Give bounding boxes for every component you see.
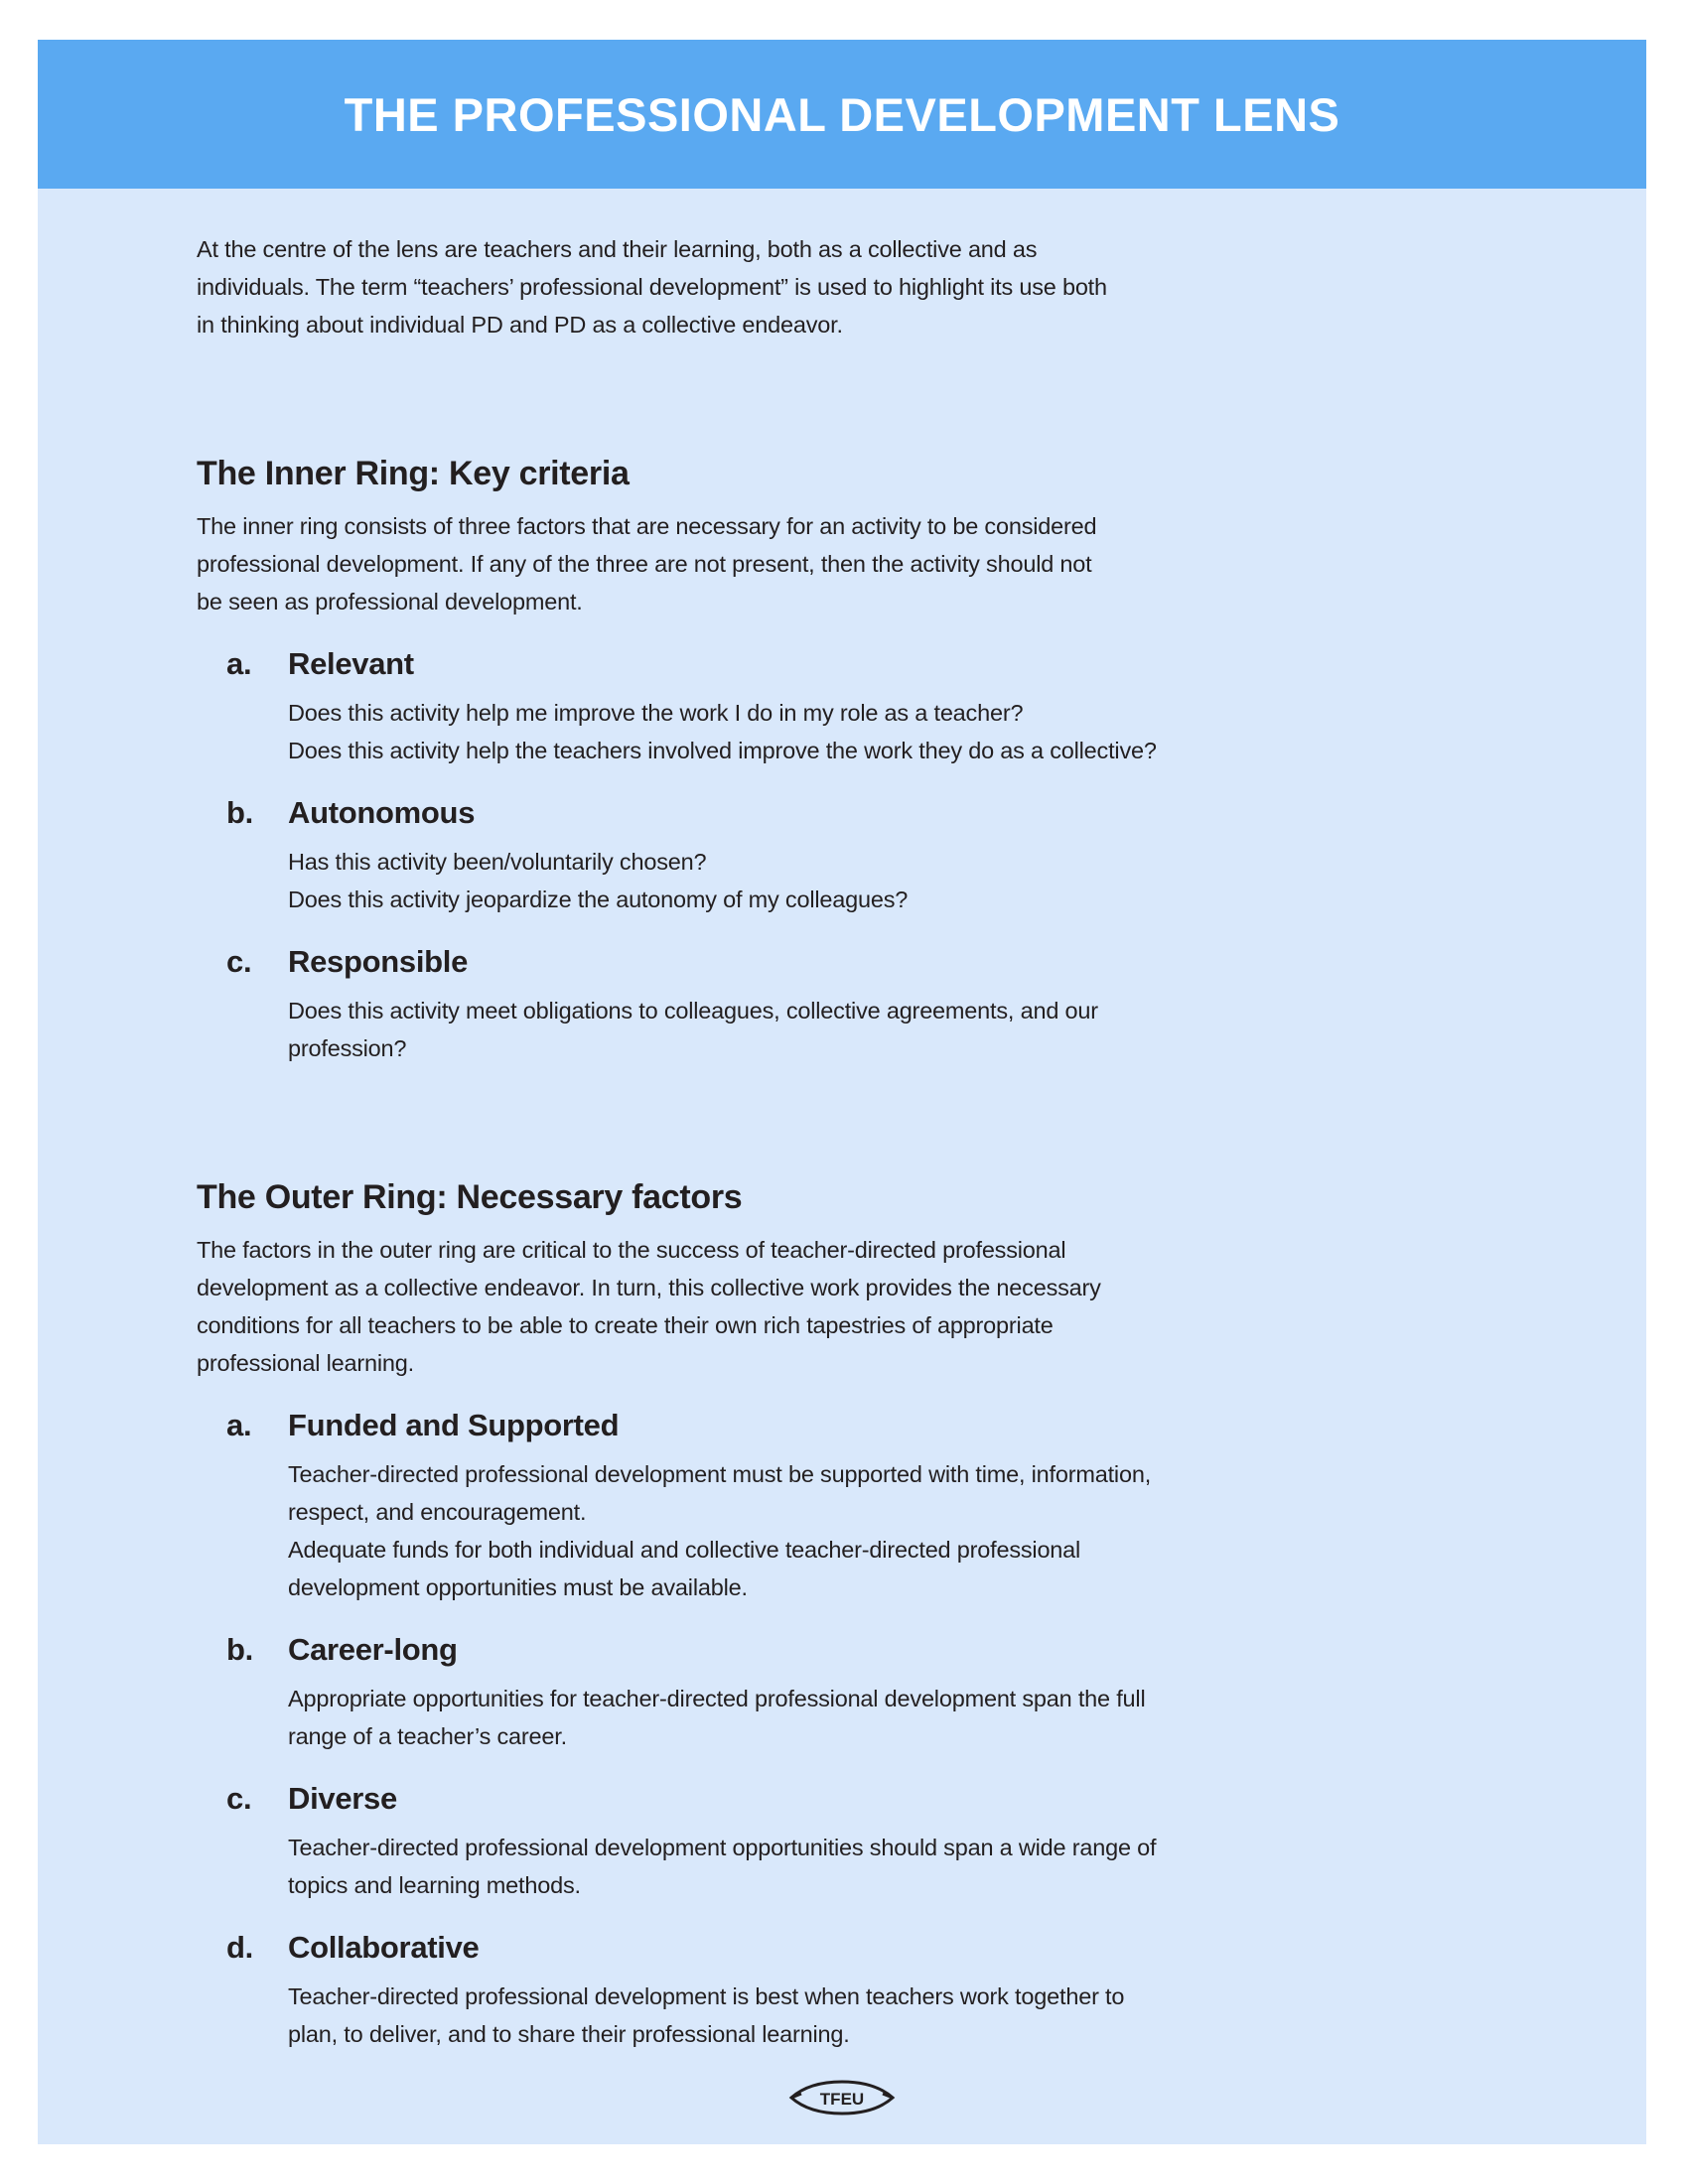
list-item-funded-and-supported [197,1408,1497,1606]
list-item-heading [226,1632,1497,1668]
list-item-letter: d. [226,1930,253,1965]
paragraph-line: Does this activity help the teachers involved improve the work they do as a collective? [288,738,1157,763]
list-item-letter: b. [226,1632,253,1667]
lens-shape-icon [787,2078,897,2117]
list-item-relevant [197,646,1497,769]
intro-paragraph [197,230,1497,343]
list-item-title: Diverse [288,1781,397,1816]
paragraph-line: individuals. The term “teachers’ professional development” is used to highlight its use both [197,274,1107,300]
list-item-title: Relevant [288,646,414,681]
list-item-body [288,1978,1497,2053]
list-item-body [288,843,1497,918]
section-description [197,1231,1497,1382]
list-item-heading [226,646,1497,682]
paragraph-line: development opportunities must be available. [288,1574,748,1600]
paragraph-line: Teacher-directed professional development opportunities should span a wide range of [288,1835,1157,1860]
list-item-heading [226,1408,1497,1443]
paragraph-line: plan, to deliver, and to share their professional learning. [288,2021,850,2047]
paragraph-line: respect, and encouragement. [288,1499,587,1525]
list-item-body [288,1680,1497,1755]
paragraph-line: in thinking about individual PD and PD as a collective endeavor. [197,312,843,338]
page-body [38,189,1646,2144]
paragraph-line: Does this activity help me improve the work I do in my role as a teacher? [288,700,1024,726]
paragraph-line: At the centre of the lens are teachers and their learning, both as a collective and as [197,236,1038,262]
list-item-title: Funded and Supported [288,1408,620,1442]
list-item-body [288,1829,1497,1904]
list-item-heading [226,1930,1497,1966]
section-heading: The Outer Ring: Necessary factors [197,1178,743,1216]
header-banner [38,40,1646,189]
list-item-letter: a. [226,646,252,681]
tfeu-lens-logo-icon [787,2078,897,2122]
list-item-autonomous [197,795,1497,918]
paragraph-line: The factors in the outer ring are critical to the success of teacher-directed professional [197,1237,1066,1263]
list-item-heading [226,944,1497,980]
list-item-body [288,694,1497,769]
list-item-letter: c. [226,944,252,979]
paragraph-line: Adequate funds for both individual and collective teacher-directed professional [288,1537,1081,1563]
list-item-letter: a. [226,1408,252,1442]
list-item-responsible [197,944,1497,1067]
paragraph-line: range of a teacher’s career. [288,1723,567,1749]
paragraph-line: Does this activity meet obligations to colleagues, collective agreements, and our [288,998,1098,1024]
paragraph-line: professional development. If any of the three are not present, then the activity should not [197,551,1092,577]
list-item-collaborative [197,1930,1497,2053]
page-title: THE PROFESSIONAL DEVELOPMENT LENS [344,87,1340,141]
list-item-diverse [197,1781,1497,1904]
paragraph-line: Appropriate opportunities for teacher-directed professional development span the full [288,1686,1146,1711]
section-description [197,507,1497,620]
list-item-letter: c. [226,1781,252,1816]
list-item-letter: b. [226,795,253,830]
paragraph-line: be seen as professional development. [197,589,583,614]
list-item-title: Responsible [288,944,469,979]
paragraph-line: Does this activity jeopardize the autonomy of my colleagues? [288,887,909,912]
list-item-title: Autonomous [288,795,476,830]
paragraph-line: profession? [288,1035,407,1061]
paragraph-line: topics and learning methods. [288,1872,581,1898]
paragraph-line: Has this activity been/voluntarily chosen? [288,849,707,875]
paragraph-line: The inner ring consists of three factors that are necessary for an activity to be considered [197,513,1097,539]
list-item-title: Collaborative [288,1930,480,1965]
section-heading: The Inner Ring: Key criteria [197,455,630,492]
section-inner-ring [197,455,1497,1067]
list-item-heading [226,1781,1497,1817]
logo-text: TFEU [819,2090,865,2109]
paragraph-line: conditions for all teachers to be able to create their own rich tapestries of appropriate [197,1312,1054,1338]
list-item-career-long [197,1632,1497,1755]
list-item-body [288,992,1497,1067]
section-outer-ring [197,1178,1497,2053]
list-item-heading [226,795,1497,831]
list-item-title: Career-long [288,1632,458,1667]
list-item-body [288,1455,1497,1606]
paragraph-line: Teacher-directed professional development is best when teachers work together to [288,1983,1125,2009]
paragraph-line: Teacher-directed professional development must be supported with time, information, [288,1461,1152,1487]
paragraph-line: development as a collective endeavor. In turn, this collective work provides the necessary [197,1275,1101,1300]
paragraph-line: professional learning. [197,1350,414,1376]
